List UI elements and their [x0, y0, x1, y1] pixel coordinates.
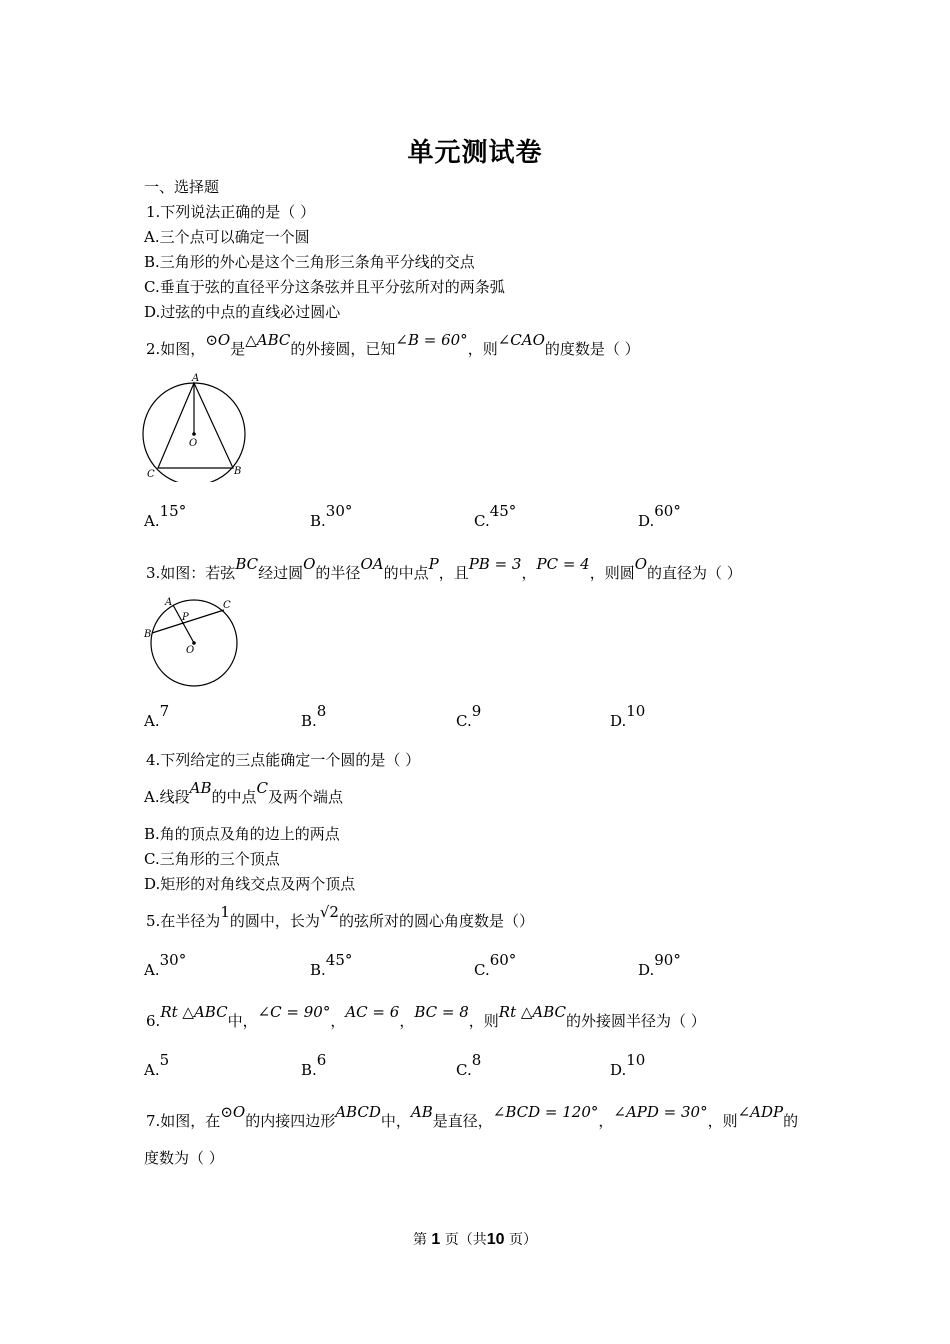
page-title: 单元测试卷 [407, 138, 543, 168]
q5-math-1: 1 [220, 903, 230, 921]
q2-option-c [474, 502, 517, 530]
q3-text: ，则圆 [589, 564, 635, 582]
q4-stem: 4.下列给定的三点能确定一个圆的是（ ） [146, 751, 421, 769]
q5-math-sqrt2: √2 [319, 903, 339, 921]
q5-option-b [310, 951, 353, 979]
q7-math-angle-adp: ∠ADP [737, 1103, 784, 1121]
q3-text: 的中点 [383, 564, 429, 582]
q7-text: ，则 [707, 1112, 738, 1130]
option-value: 9 [471, 702, 482, 720]
q2-text: 的外接圆，已知 [290, 340, 396, 358]
q6-option-c [456, 1051, 482, 1079]
q7-text: 中， [380, 1112, 411, 1130]
q3-text: ，且 [438, 564, 469, 582]
option-letter: A. [144, 512, 160, 530]
q3-math-pb: PB = 3 [468, 555, 522, 573]
footer-text: 页（共 [444, 1232, 487, 1248]
option-value: 10 [626, 1051, 646, 1069]
q2-label-a: A [192, 373, 200, 384]
q1-option-b: B.三角形的外心是这个三角形三条角平分线的交点 [144, 253, 475, 271]
q4-option-b: B.角的顶点及角的边上的两点 [144, 825, 340, 843]
q1-stem: 1.下列说法正确的是（ ） [146, 203, 316, 221]
q4-option-a [144, 779, 343, 807]
option-letter: B. [301, 1061, 317, 1079]
q2-option-d [638, 502, 681, 530]
q2-math-triangle: △ABC [245, 331, 291, 349]
q3-math-o: O [634, 555, 648, 573]
q6-option-a [144, 1051, 170, 1079]
q4-math-c: C [256, 779, 268, 797]
q2-stem [146, 331, 640, 359]
q3-label-c: C [223, 600, 231, 611]
q3-option-a [144, 702, 170, 730]
q3-option-c [456, 702, 482, 730]
option-letter: D. [610, 712, 627, 730]
q3-math-o: O [303, 555, 316, 573]
q7-num: 7.如图，在 [146, 1112, 221, 1130]
footer-text: 第 [412, 1232, 427, 1248]
q6-math-rt-abc: Rt △ABC [498, 1003, 567, 1021]
q5-text: 的弦所对的圆心角度数是（） [338, 912, 534, 930]
odot-symbol: ⊙ [205, 331, 218, 349]
option-value: 6 [316, 1051, 327, 1069]
q7-stem-line2: 度数为（ ） [144, 1149, 224, 1167]
q5-text: 的圆中，长为 [229, 912, 320, 930]
q6-option-b [301, 1051, 327, 1079]
q7-text: 的 [783, 1112, 799, 1130]
option-letter: B. [310, 961, 326, 979]
option-value: 60° [489, 951, 517, 969]
option-value: 90° [654, 951, 681, 969]
q3-math-oa: OA [360, 555, 384, 573]
q2-num: 2.如图， [146, 340, 206, 358]
q2-option-a [144, 502, 187, 530]
q4-math-ab: AB [189, 779, 212, 797]
q5-stem [146, 903, 534, 931]
q3-figure [140, 593, 245, 689]
option-letter: C. [456, 1061, 472, 1079]
q3-text: 的半径 [315, 564, 361, 582]
option-value: 45° [489, 502, 517, 520]
q2-math-o: O [217, 331, 231, 349]
q3-option-d [610, 702, 646, 730]
q1-option-d: D.过弦的中点的直线必过圆心 [144, 303, 341, 321]
q6-math-rt-abc: Rt △ABC [160, 1003, 228, 1021]
q6-math-ac: AC = 6 [345, 1003, 400, 1021]
q3-text: 经过圆 [258, 564, 304, 582]
q3-math-pc: PC = 4 [536, 555, 590, 573]
q1-option-c: C.垂直于弦的直径平分这条弦并且平分弦所对的两条弧 [144, 278, 505, 296]
section-heading: 一、选择题 [144, 178, 220, 196]
option-value: 5 [159, 1051, 170, 1069]
q7-math-ab: AB [410, 1103, 433, 1121]
q6-option-d [610, 1051, 646, 1079]
q7-math-abcd: ABCD [335, 1103, 381, 1121]
q3-math-p: P [428, 555, 439, 573]
q6-text: ， [399, 1012, 415, 1030]
q2-math-angle-b: ∠B = 60° [395, 331, 468, 349]
q2-label-o: O [189, 438, 198, 449]
q2-text: ，则 [467, 340, 498, 358]
option-letter: C. [474, 512, 490, 530]
option-letter: A. [144, 961, 160, 979]
q3-radius-oa [173, 605, 194, 643]
q7-math-angle-apd: ∠APD = 30° [613, 1103, 708, 1121]
option-letter: C. [456, 712, 472, 730]
option-value: 8 [471, 1051, 482, 1069]
option-letter: D. [638, 512, 655, 530]
option-letter: A. [144, 1061, 160, 1079]
option-letter: A. [144, 712, 160, 730]
q3-text: 的直径为（ ） [647, 564, 742, 582]
q3-math-bc: BC [235, 555, 259, 573]
q7-text: 的内接四边形 [245, 1112, 336, 1130]
q5-option-d [638, 951, 681, 979]
q2-figure [138, 370, 253, 482]
q4-text: A.线段 [144, 788, 190, 806]
q7-math-angle-bcd: ∠BCD = 120° [492, 1103, 599, 1121]
option-value: 60° [654, 502, 681, 520]
q7-math-o: O [232, 1103, 246, 1121]
q6-text: 的外接圆半径为（ ） [566, 1012, 706, 1030]
q2-math-angle-cao: ∠CAO [497, 331, 545, 349]
q4-option-d: D.矩形的对角线交点及两个顶点 [144, 875, 356, 893]
q7-stem [146, 1103, 799, 1131]
q3-label-o: O [186, 645, 195, 656]
option-letter: B. [310, 512, 326, 530]
odot-symbol: ⊙ [220, 1103, 233, 1121]
q2-text: 是 [230, 340, 246, 358]
q5-option-c [474, 951, 517, 979]
option-letter: B. [301, 712, 317, 730]
q2-label-c: C [147, 469, 155, 480]
q3-option-b [301, 702, 327, 730]
q5-option-a [144, 951, 187, 979]
option-letter: D. [638, 961, 655, 979]
q4-text: 的中点 [211, 788, 257, 806]
total-pages: 10 [486, 1231, 505, 1248]
option-value: 30° [159, 951, 187, 969]
q3-stem [146, 555, 742, 583]
q6-math-bc: BC = 8 [414, 1003, 469, 1021]
q5-num: 5.在半径为 [146, 912, 221, 930]
q6-num: 6. [146, 1012, 161, 1030]
q6-text: 中， [227, 1012, 258, 1030]
option-letter: D. [610, 1061, 627, 1079]
q6-math-angle-c: ∠C = 90° [257, 1003, 331, 1021]
page-footer [0, 1229, 950, 1249]
q2-option-b [310, 502, 353, 530]
option-value: 30° [325, 502, 353, 520]
q1-option-a: A.三个点可以确定一个圆 [144, 228, 310, 246]
q2-triangle [158, 383, 233, 468]
option-value: 7 [159, 702, 170, 720]
option-letter: C. [474, 961, 490, 979]
footer-text: 页） [509, 1232, 538, 1248]
q6-text: ， [330, 1012, 346, 1030]
page-number: 1 [431, 1231, 441, 1248]
q2-center-dot [192, 432, 196, 436]
option-value: 45° [325, 951, 353, 969]
q3-text: ， [521, 564, 537, 582]
q7-text: ， [598, 1112, 614, 1130]
q3-label-b: B [144, 629, 152, 640]
option-value: 10 [626, 702, 646, 720]
q7-text: 是直径， [432, 1112, 493, 1130]
q3-num: 3.如图：若弦 [146, 564, 236, 582]
q6-text: ，则 [468, 1012, 499, 1030]
option-value: 15° [159, 502, 187, 520]
q6-stem [146, 1003, 706, 1031]
option-value: 8 [316, 702, 327, 720]
q3-label-p: P [182, 612, 189, 623]
q4-text: 及两个端点 [267, 788, 343, 806]
q3-label-a: A [165, 597, 173, 608]
q2-text: 的度数是（ ） [544, 340, 640, 358]
q2-label-b: B [234, 466, 242, 477]
q4-option-c: C.三角形的三个顶点 [144, 850, 280, 868]
